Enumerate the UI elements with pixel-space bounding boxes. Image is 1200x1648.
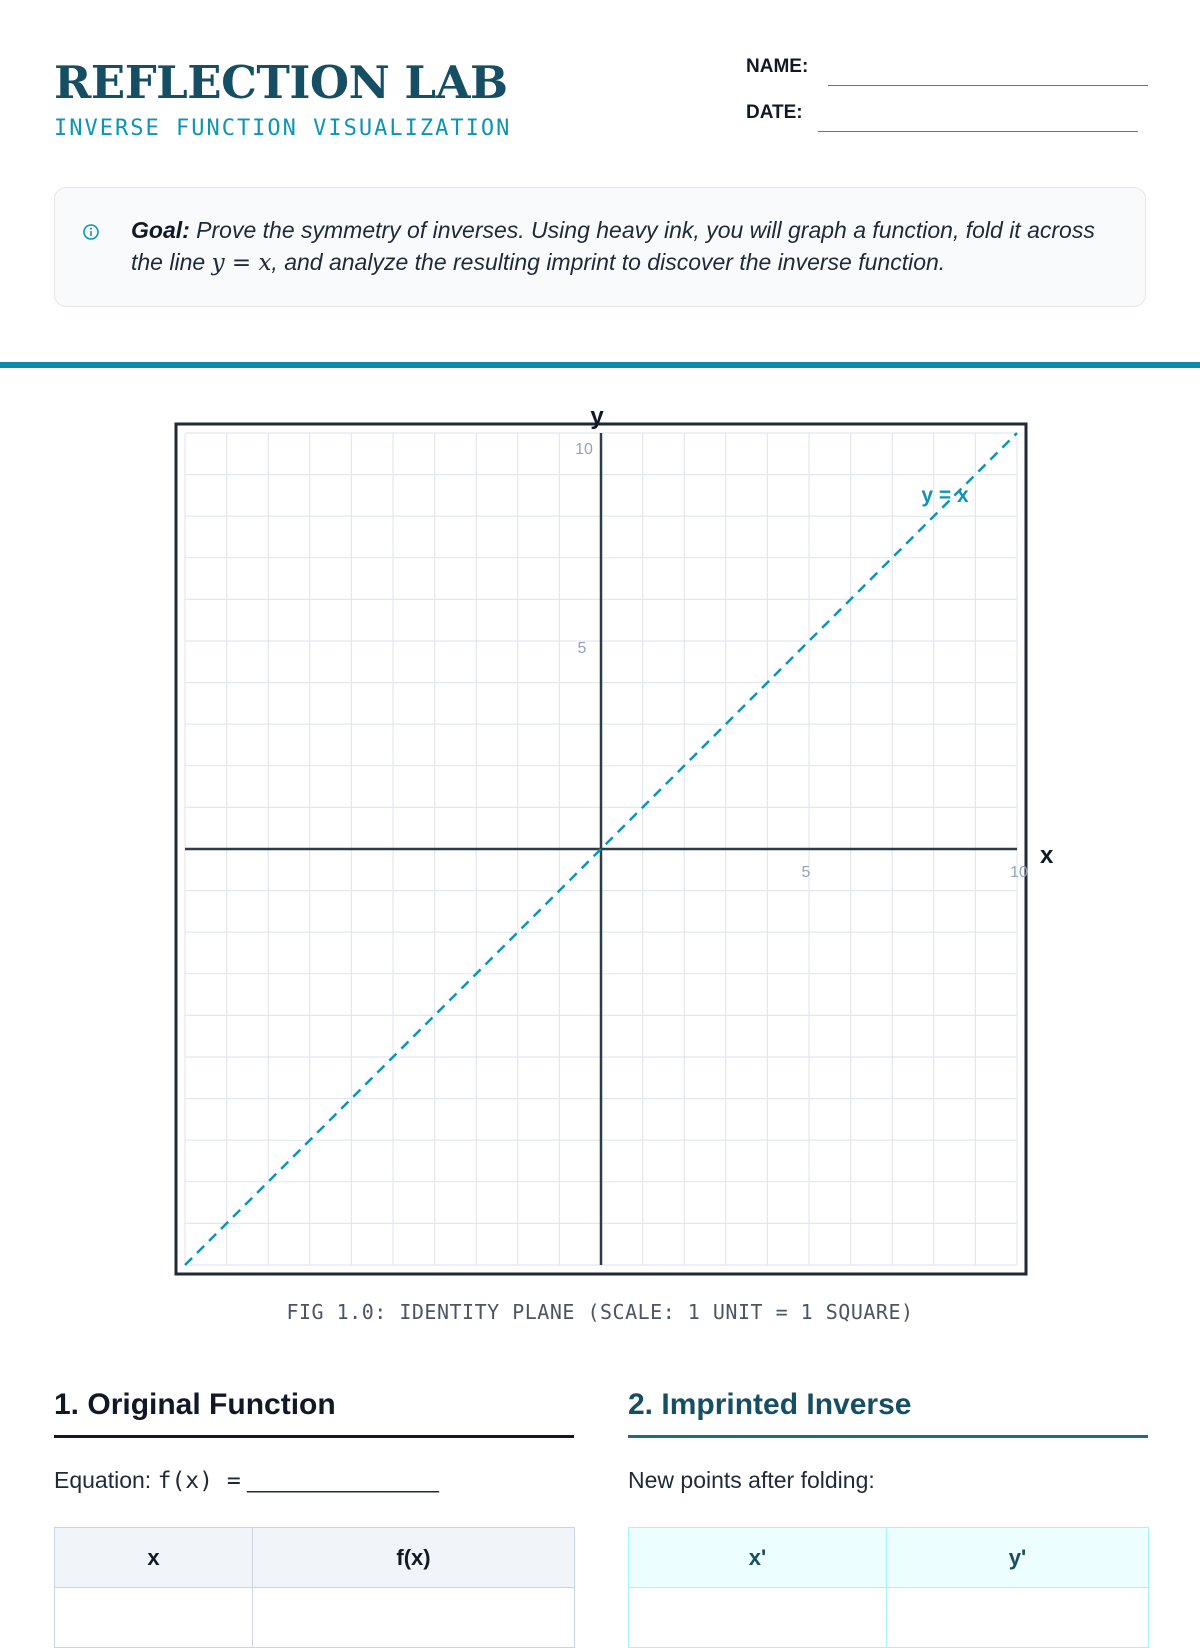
goal-text: [131, 214, 1121, 279]
column-header-fx: f(x): [253, 1528, 575, 1588]
x-tick-label-5: 5: [801, 864, 811, 881]
table-cell-fx[interactable]: [253, 1588, 575, 1648]
date-field-line[interactable]: [818, 131, 1138, 132]
table-header-row: [55, 1528, 575, 1588]
info-icon: [83, 224, 99, 240]
name-label: NAME:: [746, 56, 809, 77]
imprinted-inverse-heading: 2. Imprinted Inverse: [628, 1388, 912, 1421]
original-function-heading: 1. Original Function: [54, 1388, 336, 1421]
y-tick-label-10: 10: [575, 441, 593, 458]
equation-label: Equation:: [54, 1467, 152, 1493]
x-axis-label: x: [1040, 842, 1054, 869]
column-header-x: x: [55, 1528, 253, 1588]
name-field-line[interactable]: [828, 85, 1148, 86]
table-row: [55, 1588, 575, 1648]
identity-line-label: y = x: [921, 484, 969, 507]
column-header-y-prime: y': [887, 1528, 1149, 1588]
goal-text-before: Prove the symmetry of inverses. Using heavy ink, you will graph a function, fold it across the line: [131, 217, 1095, 275]
table-cell-y-prime[interactable]: [887, 1588, 1149, 1648]
inverse-heading-rule: [628, 1435, 1148, 1438]
inverse-prompt: New points after folding:: [628, 1467, 875, 1493]
original-values-table: [54, 1527, 575, 1648]
table-header-row: [629, 1528, 1149, 1588]
column-header-x-prime: x': [629, 1528, 887, 1588]
equation-line: [54, 1467, 439, 1494]
worksheet-subtitle: INVERSE FUNCTION VISUALIZATION: [54, 116, 512, 141]
goal-label: Goal:: [131, 217, 190, 243]
x-tick-label-10: 10: [1010, 864, 1028, 881]
table-cell-x[interactable]: [55, 1588, 253, 1648]
equation-fx: f(x) =: [157, 1468, 241, 1494]
figure-caption: FIG 1.0: IDENTITY PLANE (SCALE: 1 UNIT = 1 SQUARE): [286, 1300, 914, 1324]
table-cell-x-prime[interactable]: [629, 1588, 887, 1648]
goal-box: [54, 187, 1146, 307]
inverse-values-table: [628, 1527, 1149, 1648]
coordinate-plane[interactable]: [0, 370, 1200, 1290]
original-heading-rule: [54, 1435, 574, 1438]
goal-text-after: , and analyze the resulting imprint to discover the inverse function.: [271, 249, 946, 275]
y-tick-label-5: 5: [577, 640, 587, 657]
table-row: [629, 1588, 1149, 1648]
worksheet-title: REFLECTION LAB: [54, 56, 508, 109]
goal-math: y = x: [211, 250, 272, 276]
section-divider: [0, 362, 1200, 368]
date-label: DATE:: [746, 102, 803, 123]
y-axis-label: y: [590, 403, 604, 430]
equation-blank[interactable]: _______________: [247, 1467, 439, 1493]
